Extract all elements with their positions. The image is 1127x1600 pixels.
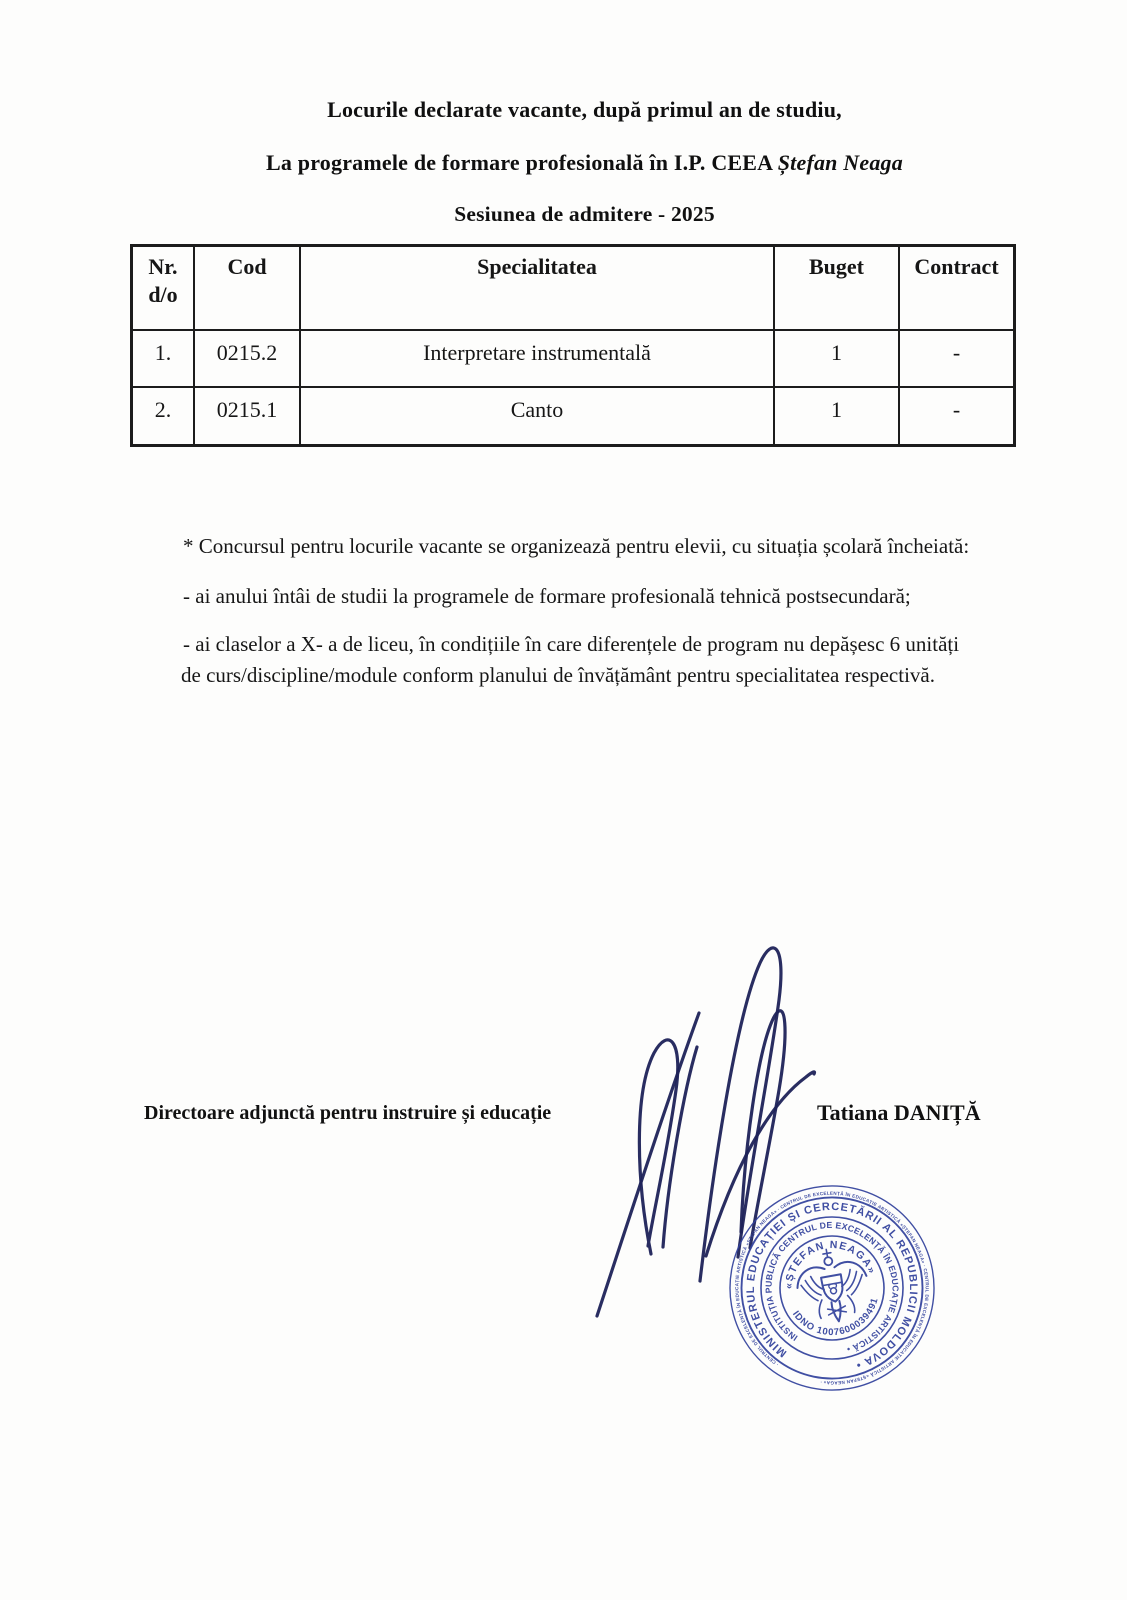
- svg-text:MINISTERUL EDUCAȚIEI ȘI CERCET: [731, 1187, 933, 1388]
- svg-text:IDNO 1007600039491: [789, 1295, 886, 1346]
- asterisk-note: * Concursul pentru locurile vacante se organizează pentru elevii, cu situația școlară încheiată:: [183, 534, 970, 558]
- table-row-2-buget: 1: [775, 388, 900, 444]
- document-title-line-1: Locurile declarate vacante, după primul an de studiu,: [327, 97, 842, 122]
- svg-text:«ȘTEFAN NEAGA»: [776, 1231, 879, 1291]
- col-header-nr-line2: d/o: [148, 281, 178, 307]
- stamp-idno-text: IDNO 1007600039491: [790, 1296, 881, 1339]
- stamp-micro-text-ring: · CENTRUL DE EXCELENȚĂ ÎN EDUCAȚIE ARTISTICĂ «ȘTEFAN NEAGA» · CENTRUL DE EXCELENȚĂ ÎN EDUCAȚIE ARTISTICĂ «ȘTEFAN NEAGA» · CENTRUL DE EXCELENȚĂ ÎN EDUCAȚIE ARTISTICĂ «ȘTEFAN NEAGA» ·: [734, 1190, 930, 1386]
- table-row-1-nr: 1.: [133, 331, 195, 388]
- col-header-buget: Buget: [775, 247, 900, 331]
- table-row-1-buget: 1: [775, 331, 900, 388]
- svg-text:INSTITUȚIA PUBLICĂ CENTRUL DE: [753, 1209, 911, 1367]
- title-line-2-institution-name: Ștefan Neaga: [777, 150, 903, 175]
- note-bullet-1: - ai anului întâi de studii la programele de formare profesională tehnică postsecundară;: [183, 584, 911, 608]
- stamp-ring-circle-2: [727, 1183, 937, 1393]
- stamp-inner-circle: [772, 1228, 892, 1348]
- table-row-2-contract: -: [952, 397, 961, 422]
- handwritten-signature: [597, 948, 815, 1316]
- stamp-ministry-ring-text: MINISTERUL EDUCAȚIEI ȘI CERCETĂRII AL REPUBLICII MOLDOVA •: [744, 1200, 920, 1372]
- title-line-2-text: La programele de formare profesională în I.P. CEEA: [266, 150, 778, 175]
- stamp-ring-circle-3: [750, 1206, 915, 1371]
- col-header-cod: Cod: [195, 247, 301, 331]
- table-row-2-cod: 0215.1: [195, 388, 301, 444]
- document-title-line-2: [42, 150, 1127, 176]
- table-row-2-nr: 2.: [133, 388, 195, 444]
- table-row-2-specialitatea: Canto: [301, 388, 775, 444]
- svg-text:· CENTRUL DE EXCELENȚĂ ÎN EDUC: [717, 1175, 945, 1401]
- document-title-line-3: Sesiunea de admitere - 2025: [454, 202, 715, 226]
- table-row-1-cod: 0215.2: [195, 331, 301, 388]
- stamp-coat-of-arms: [792, 1243, 874, 1327]
- official-round-stamp: [714, 1170, 950, 1406]
- stamp-institution-short-name: «ȘTEFAN NEAGA»: [782, 1238, 879, 1290]
- col-header-specialitatea: Specialitatea: [301, 247, 775, 331]
- table-row-1-specialitatea: Interpretare instrumentală: [301, 331, 775, 388]
- col-header-contract: Contract: [900, 247, 1013, 331]
- table-row-1-contract: -: [900, 331, 1013, 388]
- signatory-role-label: Directoare adjunctă pentru instruire și educație: [144, 1102, 552, 1124]
- note-bullet-2-line-1: - ai claselor a X- a de liceu, în condițiile în care diferențele de program nu depășesc 6 unități: [183, 632, 960, 656]
- vacant-places-table: [130, 244, 1016, 447]
- note-bullet-2-line-2: de curs/discipline/module conform planului de învățământ pentru specialitatea respectivă.: [181, 663, 935, 687]
- stamp-institution-ring-text: INSTITUȚIA PUBLICĂ CENTRUL DE EXCELENȚĂ ÎN EDUCAȚIE ARTISTICĂ •: [763, 1219, 901, 1355]
- stamp-outer-circle: [714, 1170, 950, 1406]
- col-header-nr: [133, 247, 195, 331]
- signatory-name: Tatiana DANIȚĂ: [817, 1100, 981, 1125]
- col-header-nr-line1: Nr.: [148, 254, 178, 279]
